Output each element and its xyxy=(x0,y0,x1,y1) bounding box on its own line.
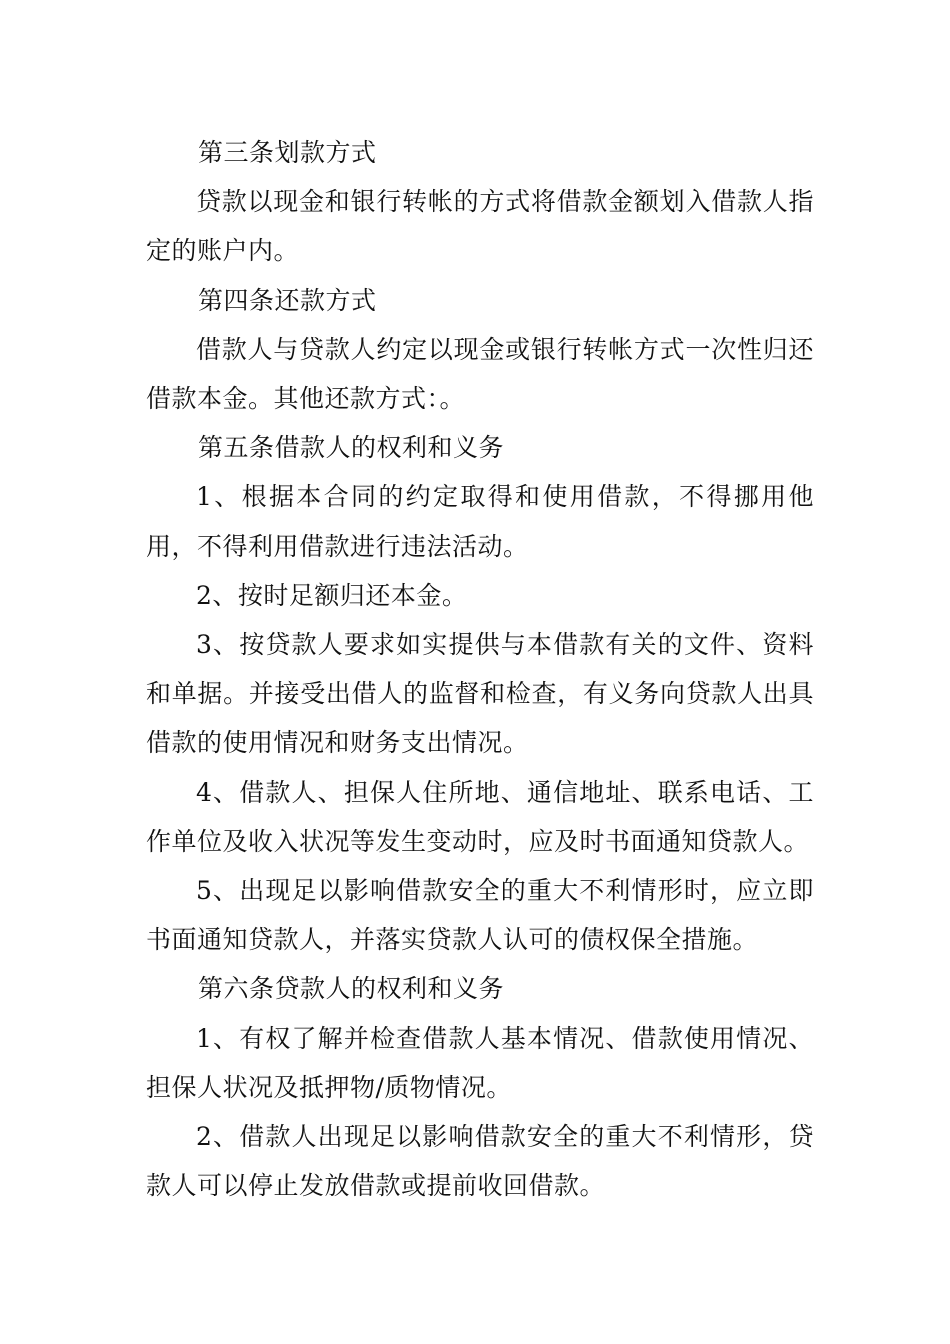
article-5-item-2: 2、按时足额归还本金。 xyxy=(196,580,468,610)
article-5-heading: 第五条借款人的权利和义务 xyxy=(198,433,505,463)
article-6-item-2: 2、借款人出现足以影响借款安全的重大不利情形，贷款人可以停止发放借款或提前收回借款。 xyxy=(146,1122,814,1201)
article-6-heading: 第六条贷款人的权利和义务 xyxy=(198,974,505,1004)
document-body xyxy=(146,128,814,1210)
article-5-item-5: 5、出现足以影响借款安全的重大不利情形时，应立即书面通知贷款人，并落实贷款人认可的债权保全措施。 xyxy=(146,876,814,955)
article-3-text: 贷款以现金和银行转帐的方式将借款金额划入借款人指定的账户内。 xyxy=(146,187,814,266)
article-5-item-1: 1、根据本合同的约定取得和使用借款，不得挪用他用，不得利用借款进行违法活动。 xyxy=(146,482,814,561)
article-4-text: 借款人与贷款人约定以现金或银行转帐方式一次性归还借款本金。其他还款方式：。 xyxy=(146,334,814,414)
article-3-heading: 第三条划款方式 xyxy=(198,138,377,167)
article-5-item-4: 4、借款人、担保人住所地、通信地址、联系电话、工作单位及收入状况等发生变动时，应及时书面通知贷款人。 xyxy=(146,777,814,856)
article-4-heading: 第四条还款方式 xyxy=(198,285,377,315)
article-5-item-3: 3、按贷款人要求如实提供与本借款有关的文件、资料和单据。并接受出借人的监督和检查，有义务向贷款人出具借款的使用情况和财务支出情况。 xyxy=(146,630,814,758)
article-6-item-1: 1、有权了解并检查借款人基本情况、借款使用情况、担保人状况及抵押物/质物情况。 xyxy=(146,1023,814,1102)
